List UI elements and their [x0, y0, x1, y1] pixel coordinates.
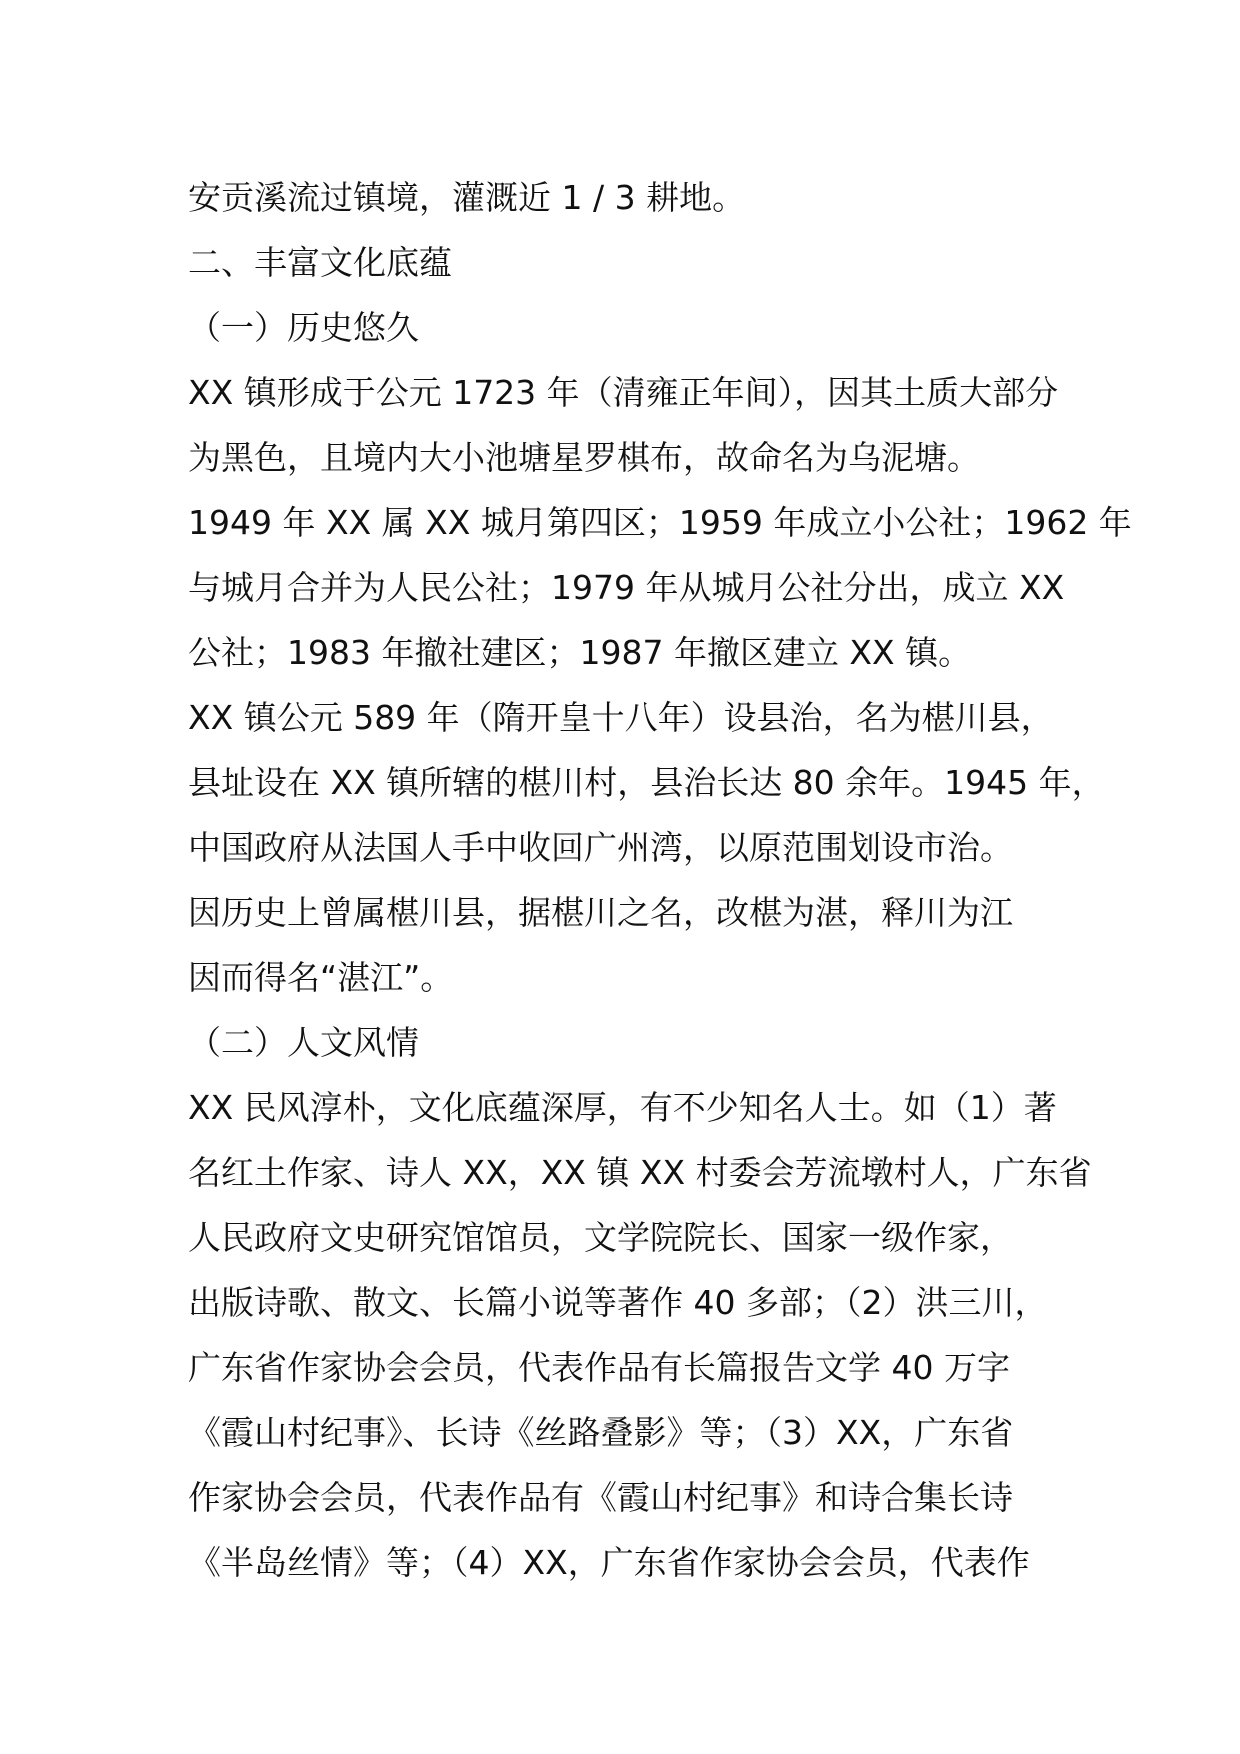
paragraph-line: 《霞山村纪事》、长诗《丝路叠影》等；（3）XX，广东省	[188, 1413, 1014, 1452]
subsection-heading: （二）人文风情	[188, 1023, 419, 1062]
paragraph-line: XX 民风淳朴，文化底蕴深厚，有不少知名人士。如（1）著	[188, 1088, 1057, 1127]
subsection-heading: （一）历史悠久	[188, 308, 419, 347]
paragraph-line: 公社；1983 年撤社建区；1987 年撤区建立 XX 镇。	[188, 633, 972, 672]
paragraph-line: 《半岛丝情》等；（4）XX，广东省作家协会会员，代表作	[188, 1543, 1030, 1582]
paragraph-line: 1949 年 XX 属 XX 城月第四区；1959 年成立小公社；1962 年	[188, 503, 1132, 542]
paragraph-line: 人民政府文史研究馆馆员，文学院院长、国家一级作家，	[188, 1218, 1013, 1257]
paragraph-line: 为黑色，且境内大小池塘星罗棋布，故命名为乌泥塘。	[188, 438, 980, 477]
paragraph-line: XX 镇公元 589 年（隋开皇十八年）设县治，名为椹川县，	[188, 698, 1054, 737]
paragraph-line: 作家协会会员，代表作品有《霞山村纪事》和诗合集长诗	[188, 1478, 1013, 1517]
paragraph-line: 名红土作家、诗人 XX，XX 镇 XX 村委会芳流墩村人，广东省	[188, 1153, 1092, 1192]
paragraph-line: 出版诗歌、散文、长篇小说等著作 40 多部；（2）洪三川，	[188, 1283, 1048, 1322]
paragraph-line: 因而得名“湛江”。	[188, 958, 454, 997]
paragraph-line: 安贡溪流过镇境，灌溉近 1 / 3 耕地。	[188, 178, 746, 217]
section-heading: 二、丰富文化底蕴	[188, 243, 452, 282]
paragraph-line: 县址设在 XX 镇所辖的椹川村，县治长达 80 余年。1945 年，	[188, 763, 1105, 802]
paragraph-line: 广东省作家协会会员，代表作品有长篇报告文学 40 万字	[188, 1348, 1010, 1387]
paragraph-line: 中国政府从法国人手中收回广州湾，以原范围划设市治。	[188, 828, 1013, 867]
paragraph-line: XX 镇形成于公元 1723 年（清雍正年间），因其土质大部分	[188, 373, 1059, 412]
paragraph-line: 因历史上曾属椹川县，据椹川之名，改椹为湛，释川为江	[188, 893, 1013, 932]
document-body	[188, 165, 1132, 1595]
paragraph-line: 与城月合并为人民公社；1979 年从城月公社分出，成立 XX	[188, 568, 1065, 607]
